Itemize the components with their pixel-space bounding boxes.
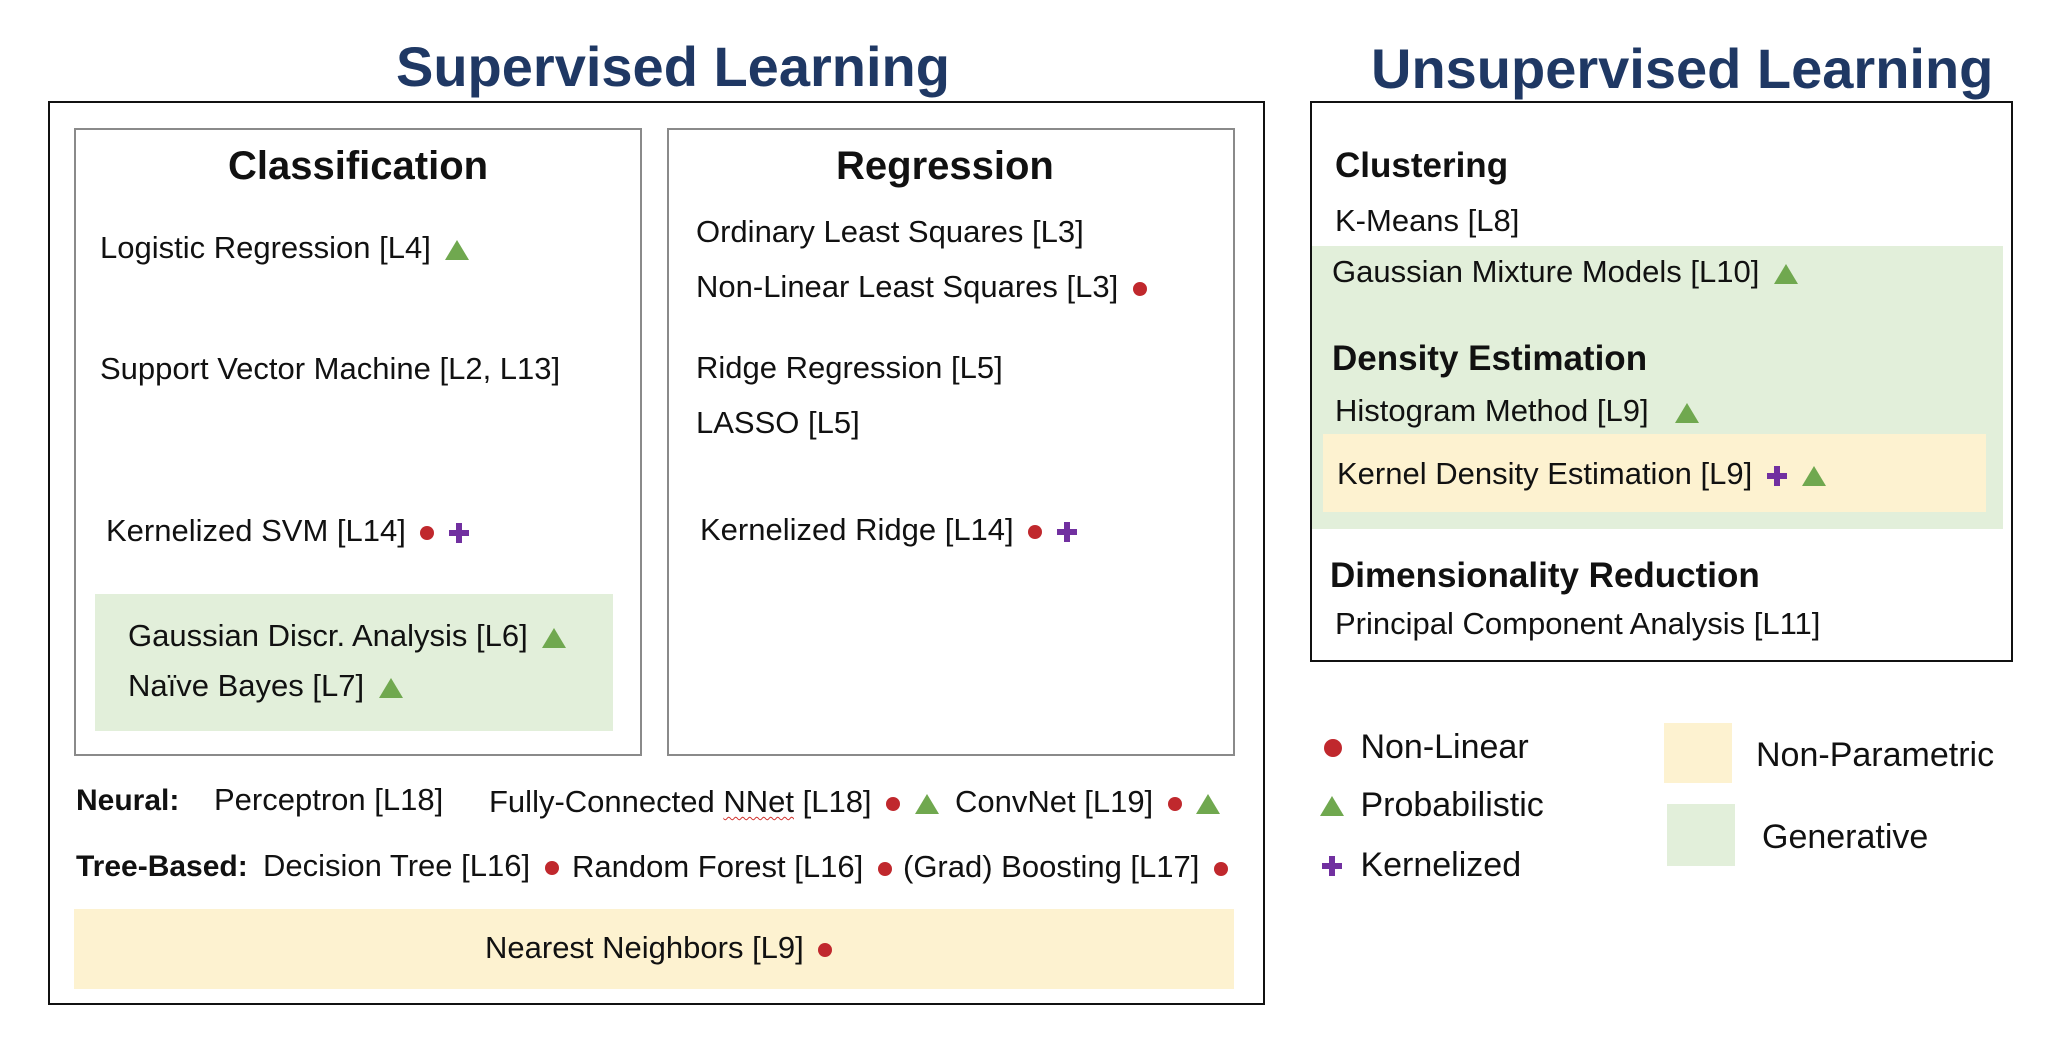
density-heading: Density Estimation [1332,339,1648,378]
kernelized-icon [1767,466,1787,486]
legend-probabilistic [1320,786,1544,825]
legend-non-parametric-swatch [1664,723,1732,783]
kernelized-icon [449,523,469,543]
non-linear-icon [1028,525,1042,539]
method-nlls [696,271,1147,302]
classification-heading: Classification [228,144,489,188]
item-label: Histogram Method [L9] [1335,393,1649,428]
legend-non-parametric-label: Non-Parametric [1756,736,1995,774]
generative-region-classification [95,594,613,731]
legend-generative-label: Generative [1762,818,1929,856]
neural-label: Neural: [76,784,180,817]
item-label: Kernelized SVM [L14] [106,513,406,548]
probabilistic-icon [1196,794,1220,814]
legend-label: Non-Linear [1360,728,1529,766]
method-perceptron [214,784,443,815]
method-gmm [1332,256,1798,287]
method-svm [100,353,560,384]
regression-heading: Regression [836,144,1054,188]
method-fc-nnet [489,786,939,817]
item-label: Gaussian Mixture Models [L10] [1332,254,1760,289]
item-label: [L18] [793,784,872,819]
item-label: Support Vector Machine [L2, L13] [100,351,561,386]
item-label: Principal Component Analysis [L11] [1335,606,1821,641]
item-label: Gaussian Discr. Analysis [L6] [128,618,528,653]
probabilistic-icon [445,240,469,260]
method-ridge [696,352,1003,383]
supervised-title: Supervised Learning [396,35,950,98]
method-histogram [1335,395,1699,426]
item-label: Kernelized Ridge [L14] [700,512,1014,547]
method-kernelized-ridge [700,514,1077,545]
probabilistic-icon [915,794,939,814]
non-linear-icon [878,862,892,876]
probabilistic-icon [1675,403,1699,423]
method-gda [128,620,566,651]
probabilistic-icon [1320,796,1344,816]
method-nearest-neighbors [485,932,832,963]
probabilistic-icon [1774,264,1798,284]
legend-generative-swatch [1667,804,1735,866]
method-kmeans [1335,205,1519,236]
non-linear-icon [1214,862,1228,876]
item-label: Kernel Density Estimation [L9] [1337,456,1753,491]
legend-label: Kernelized [1360,846,1522,884]
non-linear-icon [1168,797,1182,811]
item-label: Logistic Regression [L4] [100,230,431,265]
method-random-forest [572,851,892,882]
non-linear-icon [1324,739,1342,757]
item-label: LASSO [L5] [696,405,860,440]
method-kernelized-svm [106,515,469,546]
probabilistic-icon [379,678,403,698]
item-label-spellcheck: NNet [723,784,794,819]
clustering-heading: Clustering [1335,146,1509,185]
tree-based-label: Tree-Based: [76,850,248,883]
method-convnet [955,786,1220,817]
item-label: ConvNet [L19] [955,784,1154,819]
item-label: Ridge Regression [L5] [696,350,1003,385]
item-label: Fully-Connected [489,784,724,819]
kernelized-icon [1322,856,1342,876]
item-label: Non-Linear Least Squares [L3] [696,269,1119,304]
non-linear-icon [545,861,559,875]
non-linear-icon [420,526,434,540]
item-label: Random Forest [L16] [572,849,864,884]
method-pca [1335,608,1820,639]
method-lasso [696,407,860,438]
item-label: Decision Tree [L16] [263,848,531,883]
dimred-heading: Dimensionality Reduction [1330,556,1760,595]
probabilistic-icon [542,628,566,648]
item-label: Nearest Neighbors [L9] [485,930,804,965]
method-boosting [903,851,1228,882]
item-label: Ordinary Least Squares [L3] [696,214,1084,249]
method-ols [696,216,1084,247]
method-kde [1337,458,1826,489]
item-label: (Grad) Boosting [L17] [903,849,1200,884]
kernelized-icon [1057,522,1077,542]
method-naive-bayes [128,670,403,701]
unsupervised-title: Unsupervised Learning [1371,37,1994,100]
method-decision-tree [263,850,559,881]
non-linear-icon [1133,282,1147,296]
item-label: Perceptron [L18] [214,782,444,817]
non-linear-icon [886,797,900,811]
legend-kernelized [1320,846,1521,885]
non-linear-icon [818,943,832,957]
item-label: K-Means [L8] [1335,203,1520,238]
item-label: Naïve Bayes [L7] [128,668,365,703]
legend-non-linear [1320,728,1529,767]
method-logistic-regression [100,232,469,263]
legend-label: Probabilistic [1360,786,1544,824]
probabilistic-icon [1802,466,1826,486]
